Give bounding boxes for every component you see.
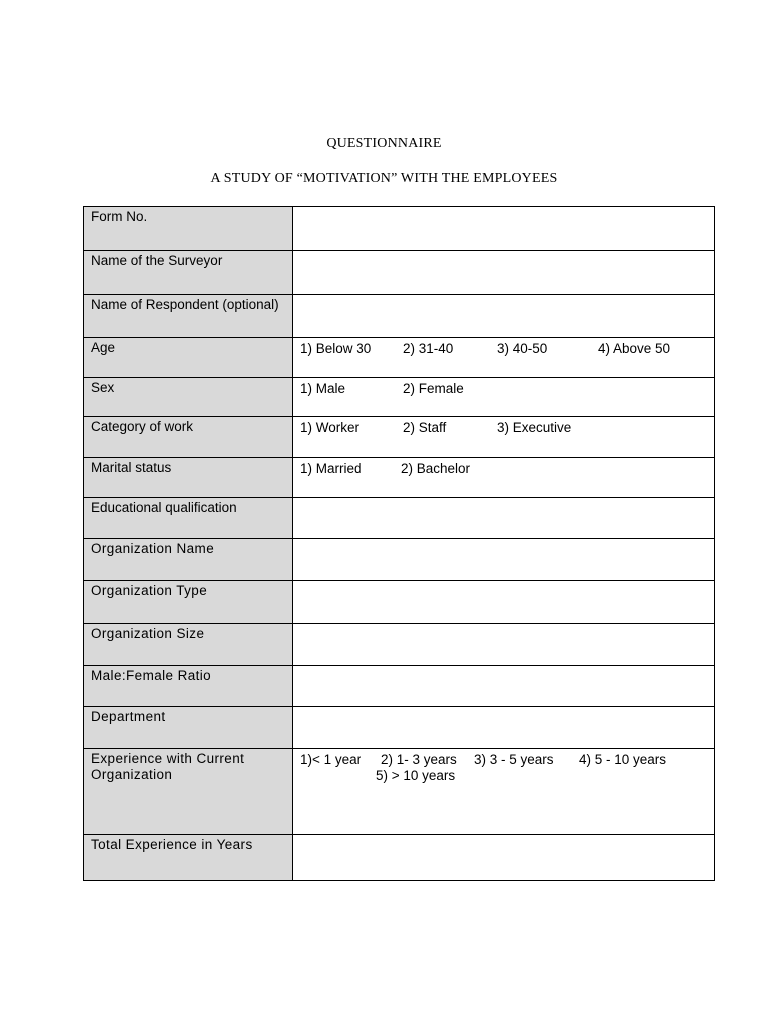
form-row-org-size [84,624,715,666]
org-name-field[interactable] [293,539,715,581]
row-label: Organization Type [84,581,293,624]
study-subtitle: A STUDY OF “MOTIVATION” WITH THE EMPLOYEES [210,171,558,186]
experience-option[interactable]: 4) 5 - 10 years [579,752,667,767]
total-experience-field[interactable] [293,835,715,881]
form-row-org-type [84,581,715,624]
experience-option[interactable]: 1)< 1 year [300,752,362,767]
row-label: Sex [84,378,293,417]
form-row-respondent [84,295,715,338]
ratio-field[interactable] [293,666,715,707]
sex-options [293,378,715,417]
education-field[interactable] [293,498,715,539]
respondent-name-field[interactable] [293,295,715,338]
row-label: Male:Female Ratio [84,666,293,707]
age-option[interactable]: 4) Above 50 [598,341,671,356]
form-row-sex [84,378,715,417]
form-row-education [84,498,715,539]
row-label: Name of Respondent (optional) [84,295,293,338]
row-label: Organization Size [84,624,293,666]
form-row-category [84,417,715,458]
marital-option[interactable]: 2) Bachelor [401,461,471,476]
row-label: Organization Name [84,539,293,581]
row-label: Category of work [84,417,293,458]
form-row-marital [84,458,715,498]
experience-options [293,749,715,835]
marital-options [293,458,715,498]
row-label: Form No. [84,207,293,251]
row-label: Name of the Surveyor [84,251,293,295]
questionnaire-form-table [83,206,715,881]
org-size-field[interactable] [293,624,715,666]
experience-option[interactable]: 3) 3 - 5 years [474,752,554,767]
row-label: Age [84,338,293,378]
sex-option[interactable]: 2) Female [403,381,464,396]
row-label: Experience with Current Organization [84,749,293,835]
category-options [293,417,715,458]
row-label: Marital status [84,458,293,498]
row-label: Total Experience in Years [84,835,293,881]
category-option[interactable]: 2) Staff [403,420,447,435]
age-options [293,338,715,378]
form-row-department [84,707,715,749]
questionnaire-title: QUESTIONNAIRE [326,136,442,151]
category-option[interactable]: 1) Worker [300,420,360,435]
surveyor-name-field[interactable] [293,251,715,295]
form-row-ratio [84,666,715,707]
form-row-surveyor [84,251,715,295]
form-row-age [84,338,715,378]
age-option[interactable]: 2) 31-40 [403,341,454,356]
org-type-field[interactable] [293,581,715,624]
form-no-field[interactable] [293,207,715,251]
age-option[interactable]: 3) 40-50 [497,341,548,356]
row-label: Educational qualification [84,498,293,539]
form-row-org-name [84,539,715,581]
category-option[interactable]: 3) Executive [497,420,572,435]
experience-option[interactable]: 2) 1- 3 years [381,752,457,767]
row-label: Department [84,707,293,749]
sex-option[interactable]: 1) Male [300,381,346,396]
experience-option[interactable]: 5) > 10 years [376,768,456,783]
age-option[interactable]: 1) Below 30 [300,341,372,356]
form-row-total-experience [84,835,715,881]
department-field[interactable] [293,707,715,749]
form-row-experience [84,749,715,835]
marital-option[interactable]: 1) Married [300,461,362,476]
form-row-form-no [84,207,715,251]
